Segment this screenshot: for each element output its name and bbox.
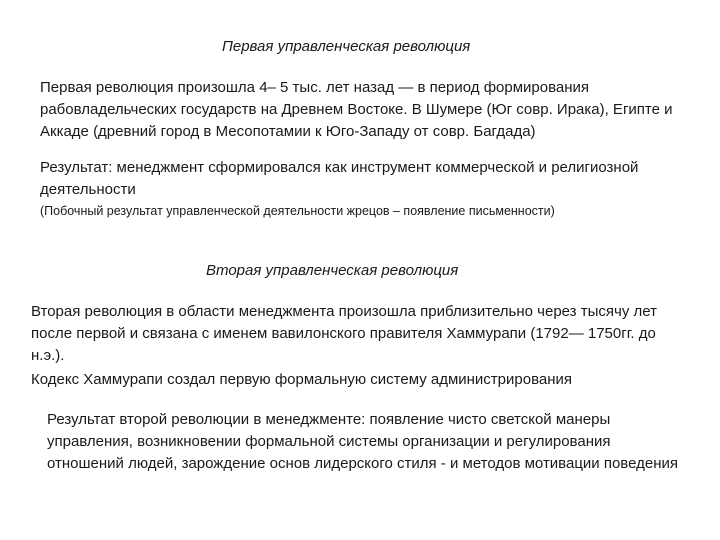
section1-title: Первая управленческая революция <box>222 38 471 55</box>
section2-code: Кодекс Хаммурапи создал первую формальную систему администрирования <box>31 371 573 388</box>
section2-body: Вторая революция в области менеджмента произошла приблизительно через тысячу лет после первой и связана с именем вавилонского правителя Хаммурапи (1792— 1750гг. до н.э.). <box>31 303 657 364</box>
section2-result: Результат второй революции в менеджменте: появление чисто светской манеры управления, возникновении формальной системы организации и регулирования отношений людей, зарождение основ лидерского стиля - и методов мотивации поведения <box>47 411 679 472</box>
section2-title: Вторая управленческая революция <box>206 262 459 279</box>
section1-note: (Побочный результат управленческой деятельности жрецов – появление письменности) <box>40 204 555 218</box>
section1-result: Результат: менеджмент сформировался как инструмент коммерческой и религиозной деятельности <box>40 159 639 198</box>
section1-body: Первая революция произошла 4– 5 тыс. лет назад — в период формирования рабовладельческих государств на Древнем Востоке. В Шумере (Юг совр. Ирака), Египте и Аккаде (древний город в Месопотамии к Юго-Западу от совр. Багдада) <box>40 79 673 140</box>
